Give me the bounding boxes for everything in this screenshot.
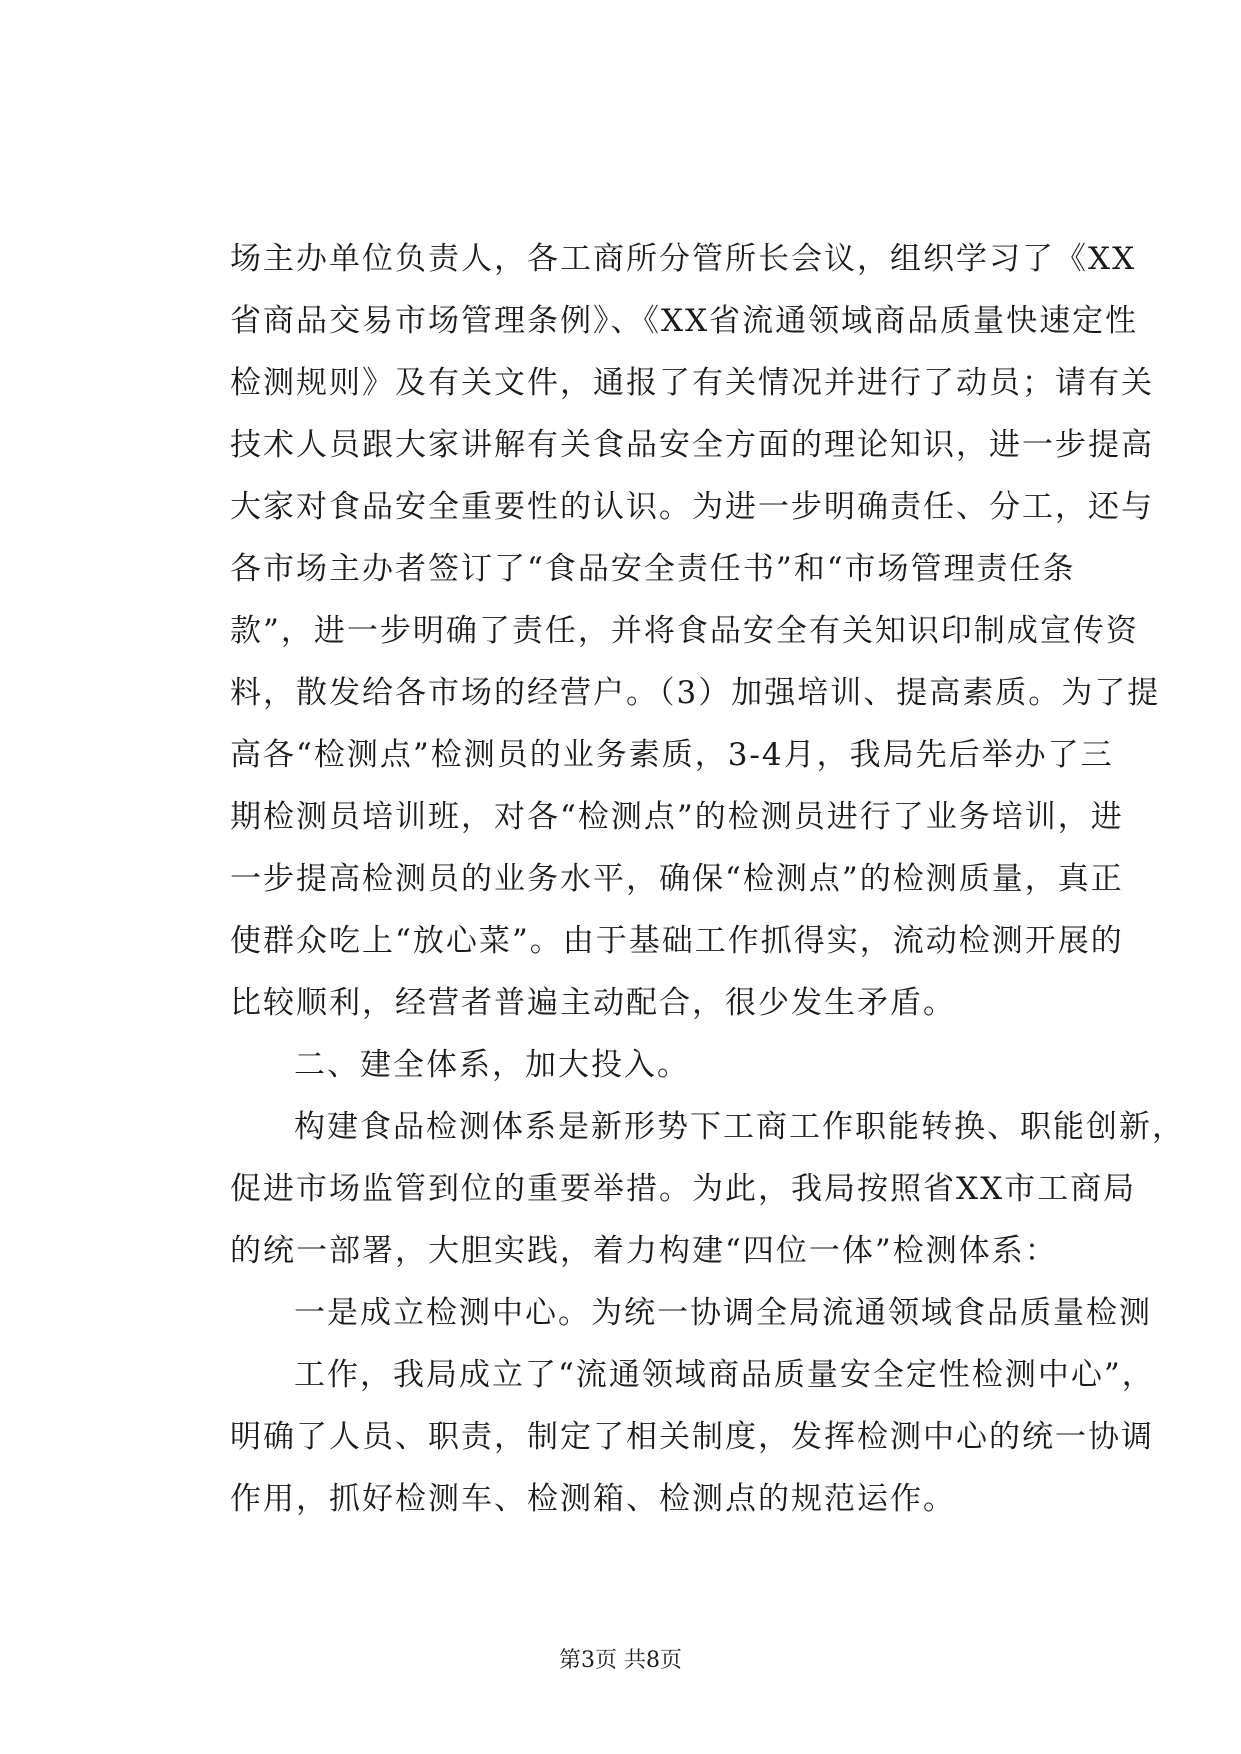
text-line: 工作，我局成立了“流通领域商品质量安全定性检测中心”， xyxy=(294,1357,1155,1393)
text-line: 省商品交易市场管理条例》、《XX省流通领域商品质量快速定性 xyxy=(230,303,1139,339)
text-line: 检测规则》及有关文件，通报了有关情况并进行了动员；请有关 xyxy=(230,365,1154,401)
text-line: 高各“检测点”检测员的业务素质，3-4月，我局先后举办了三 xyxy=(230,737,1114,773)
text-line: 比较顺利，经营者普遍主动配合，很少发生矛盾。 xyxy=(230,985,956,1021)
text-line: 技术人员跟大家讲解有关食品安全方面的理论知识，进一步提高 xyxy=(230,427,1154,463)
text-line: 构建食品检测体系是新形势下工商工作职能转换、职能创新， xyxy=(294,1109,1185,1145)
text-line: 场主办单位负责人，各工商所分管所长会议，组织学习了《XX xyxy=(230,241,1137,277)
page-number-footer: 第3页 共8页 xyxy=(559,1648,682,1673)
section-heading: 二、建全体系，加大投入。 xyxy=(294,1047,690,1083)
text-line: 一是成立检测中心。为统一协调全局流通领域食品质量检测 xyxy=(294,1295,1152,1331)
text-line: 明确了人员、职责，制定了相关制度，发挥检测中心的统一协调 xyxy=(230,1419,1154,1455)
text-line: 款”，进一步明确了责任，并将食品安全有关知识印制成宣传资 xyxy=(230,613,1139,649)
text-line: 的统一部署，大胆实践，着力构建“四位一体”检测体系： xyxy=(230,1233,1058,1269)
text-line: 各市场主办者签订了“食品安全责任书”和“市场管理责任条 xyxy=(230,551,1076,587)
text-line: 一步提高检测员的业务水平，确保“检测点”的检测质量，真正 xyxy=(230,861,1124,897)
text-line: 使群众吃上“放心菜”。由于基础工作抓得实，流动检测开展的 xyxy=(230,923,1124,959)
text-line: 作用，抓好检测车、检测箱、检测点的规范运作。 xyxy=(230,1481,956,1517)
text-line: 大家对食品安全重要性的认识。为进一步明确责任、分工，还与 xyxy=(230,489,1154,525)
document-body xyxy=(230,228,1185,1530)
text-line: 促进市场监管到位的重要举措。为此，我局按照省XX市工商局 xyxy=(230,1171,1137,1207)
text-line: 料，散发给各市场的经营户。（3）加强培训、提高素质。为了提 xyxy=(230,675,1161,711)
text-line: 期检测员培训班，对各“检测点”的检测员进行了业务培训，进 xyxy=(230,799,1124,835)
